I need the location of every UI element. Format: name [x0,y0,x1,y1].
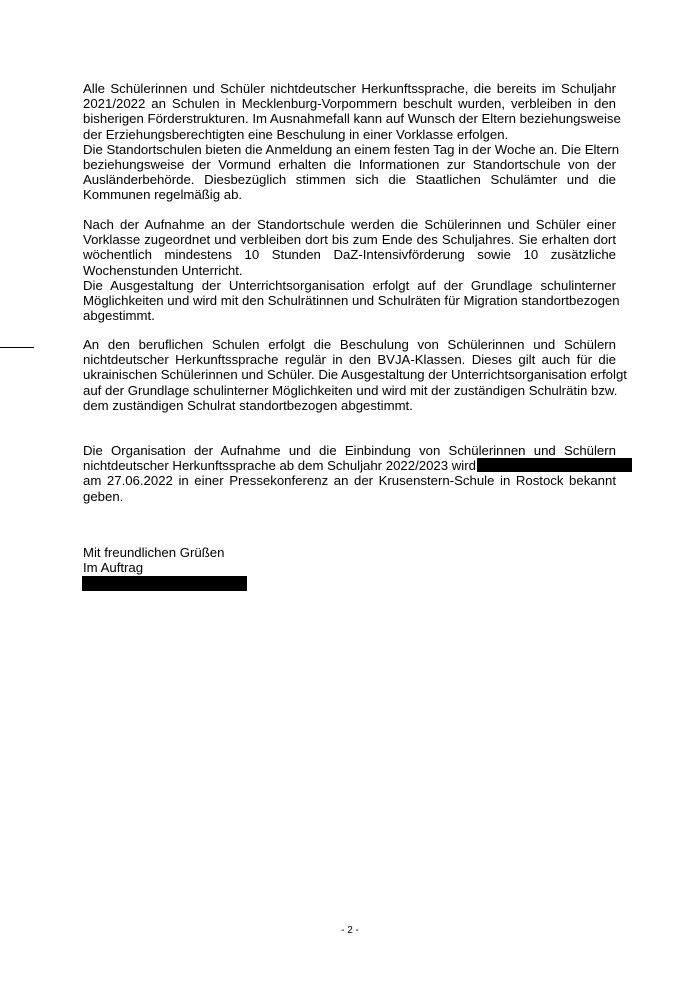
text-line: am 27.06.2022 in einer Pressekonferenz an der Krusenstern-Schule in Rostock bekannt [83,473,616,489]
text-line: Die Ausgestaltung der Unterrichtsorganisation erfolgt auf der Grundlage schulinterner [83,277,616,293]
text-line: Alle Schülerinnen und Schüler nichtdeutscher Herkunftssprache, die bereits im Schuljahr [83,81,616,96]
paragraph-existing-students [83,81,621,203]
text-line: ukrainischen Schülerinnen und Schüler. Die Ausgestaltung der Unterrichtsorganisation erfolgt [83,367,627,383]
text-line: Wochenstunden Unterricht. [83,262,243,278]
text-line: 2021/2022 an Schulen in Mecklenburg-Vorpommern beschult wurden, verbleiben in den [83,96,616,112]
redaction-bar [477,458,632,472]
signature-redaction-bar [82,576,247,591]
text-line: Vorklasse zugeordnet und verbleiben dort bis zum Ende des Schuljahres. Sie erhalten dort [83,232,616,248]
text-line: Die Organisation der Aufnahme und die Einbindung von Schülerinnen und Schülern [83,443,616,458]
text-line: An den beruflichen Schulen erfolgt die Beschulung von Schülerinnen und Schülern [83,337,616,352]
text-line: der Erziehungsberechtigten eine Beschulung in einer Vorklasse erfolgen. [83,126,509,142]
text-line: auf der Grundlage schulinterner Möglichkeiten und wird mit der zuständigen Schulrätin bzw. [83,382,618,398]
text-line: wöchentlich mindestens 10 Stunden DaZ-Intensivförderung sowie 10 zusätzliche [83,247,616,263]
text-line: nichtdeutscher Herkunftssprache regulär in den BVJA-Klassen. Dieses gilt auch für die [83,352,616,368]
text-line: beziehungsweise der Vormund erhalten die Informationen zur Standortschule von der [83,157,616,173]
text-segment: nichtdeutscher Herkunftssprache ab dem Schuljahr 2022/2023 wird [83,458,476,474]
text-line: Kommunen regelmäßig ab. [83,187,243,203]
page-number: - 2 - [341,925,359,936]
paragraph-standortschule [83,217,620,324]
text-line: bisherigen Förderstrukturen. Im Ausnahmefall kann auf Wunsch der Eltern beziehungsweise [83,111,621,127]
text-line: Möglichkeiten und wird mit den Schulrätinnen und Schulräten für Migration standortbezogen [83,293,620,309]
text-line: Ausländerbehörde. Diesbezüglich stimmen sich die Staatlichen Schulämter und die [83,172,616,188]
text-line: Die Standortschulen bieten die Anmeldung an einem festen Tag in der Woche an. Die Eltern [83,141,620,157]
text-line: Nach der Aufnahme an der Standortschule werden die Schülerinnen und Schüler einer [83,217,616,232]
paragraph-pressekonferenz [83,443,616,504]
text-line: abgestimmt. [83,308,155,324]
closing-on-behalf: Im Auftrag [83,560,144,576]
closing-block [83,545,616,591]
paragraph-berufliche-schulen [83,337,627,413]
text-line [83,458,616,473]
margin-fold-mark [0,347,34,348]
text-line: geben. [83,488,124,504]
text-line: dem zuständigen Schulrat standortbezogen abgestimmt. [83,397,413,413]
closing-greeting: Mit freundlichen Grüßen [83,545,225,560]
